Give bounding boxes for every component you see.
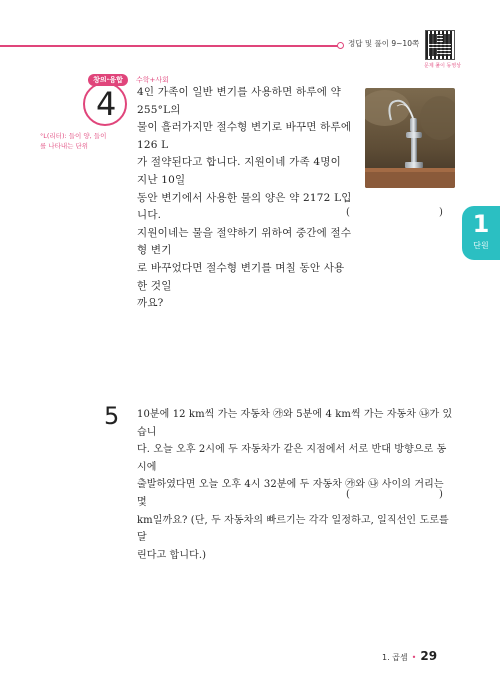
answer-reference: 정답 및 풀이 9~10쪽 — [348, 39, 420, 48]
qr-caption: 문제 풀이 동영상 — [424, 63, 461, 69]
problem-line: 린다고 합니다.) — [137, 549, 207, 561]
creative-badge: 창의·융합 — [88, 74, 128, 86]
qr-code-icon[interactable] — [425, 30, 455, 60]
answer-blank-4[interactable] — [356, 207, 436, 221]
problem-line: 물이 흘러가지만 절수형 변기로 바꾸면 하루에 126 L — [137, 121, 352, 151]
problem-line: 다. 오늘 오후 2시에 두 자동차가 같은 지점에서 서로 반대 방향으로 동시에 — [137, 444, 447, 473]
header-rule — [0, 45, 338, 47]
problem-4-text — [137, 84, 353, 313]
problem-5-text — [137, 406, 455, 564]
header-rule-dot — [337, 42, 344, 49]
problem-line: 까요? — [137, 297, 164, 310]
problem-line: 4인 가족이 일반 변기를 사용하면 하루에 약 255°L의 — [137, 86, 341, 116]
problem-line: 가 절약된다고 합니다. 지원이네 가족 4명이 지난 10일 — [137, 156, 341, 186]
problem-line: 지원이네는 물을 절약하기 위하여 중간에 절수형 변기 — [137, 226, 352, 257]
footer-separator: • — [411, 653, 417, 662]
problem-line: 로 바꾸었다면 절수형 변기를 며칠 동안 사용한 것일 — [137, 261, 345, 292]
problem-line: 출발하였다면 오늘 오후 4시 32분에 두 자동차 ㉮와 ㉯ 사이의 거리는 몇 — [137, 479, 444, 508]
answer-paren-close: ) — [439, 489, 443, 500]
problem-number: 4 — [96, 85, 117, 123]
water-faucet-photo — [365, 88, 455, 188]
answer-blank-5[interactable] — [356, 489, 436, 503]
answer-paren-open: ( — [346, 207, 350, 218]
subject-tag: 수학+사회 — [136, 76, 169, 84]
problem-line: km일까요? (단, 두 자동차의 빠르기는 각각 일정하고, 일직선인 도로를 달 — [137, 514, 449, 544]
unit-note: °L(리터): 들이 양, 들이를 나타내는 단위 — [40, 132, 107, 150]
unit-tab-number: 1 — [472, 210, 490, 238]
answer-paren-open: ( — [346, 489, 350, 500]
problem-line: 10분에 12 km씩 가는 자동차 ㉮와 5분에 4 km씩 가는 자동차 ㉯가 있습니 — [137, 409, 453, 438]
problem-number: 5 — [104, 402, 120, 430]
page-footer — [382, 649, 437, 663]
unit-tab — [462, 206, 500, 260]
answer-paren-close: ) — [439, 207, 443, 218]
problem-line: 동안 변기에서 사용한 물의 양은 약 2172 L입니다. — [137, 191, 352, 222]
page-number: 29 — [420, 649, 438, 663]
unit-tab-label: 단원 — [473, 241, 489, 250]
chapter-label: 1. 곱셈 — [382, 653, 408, 662]
